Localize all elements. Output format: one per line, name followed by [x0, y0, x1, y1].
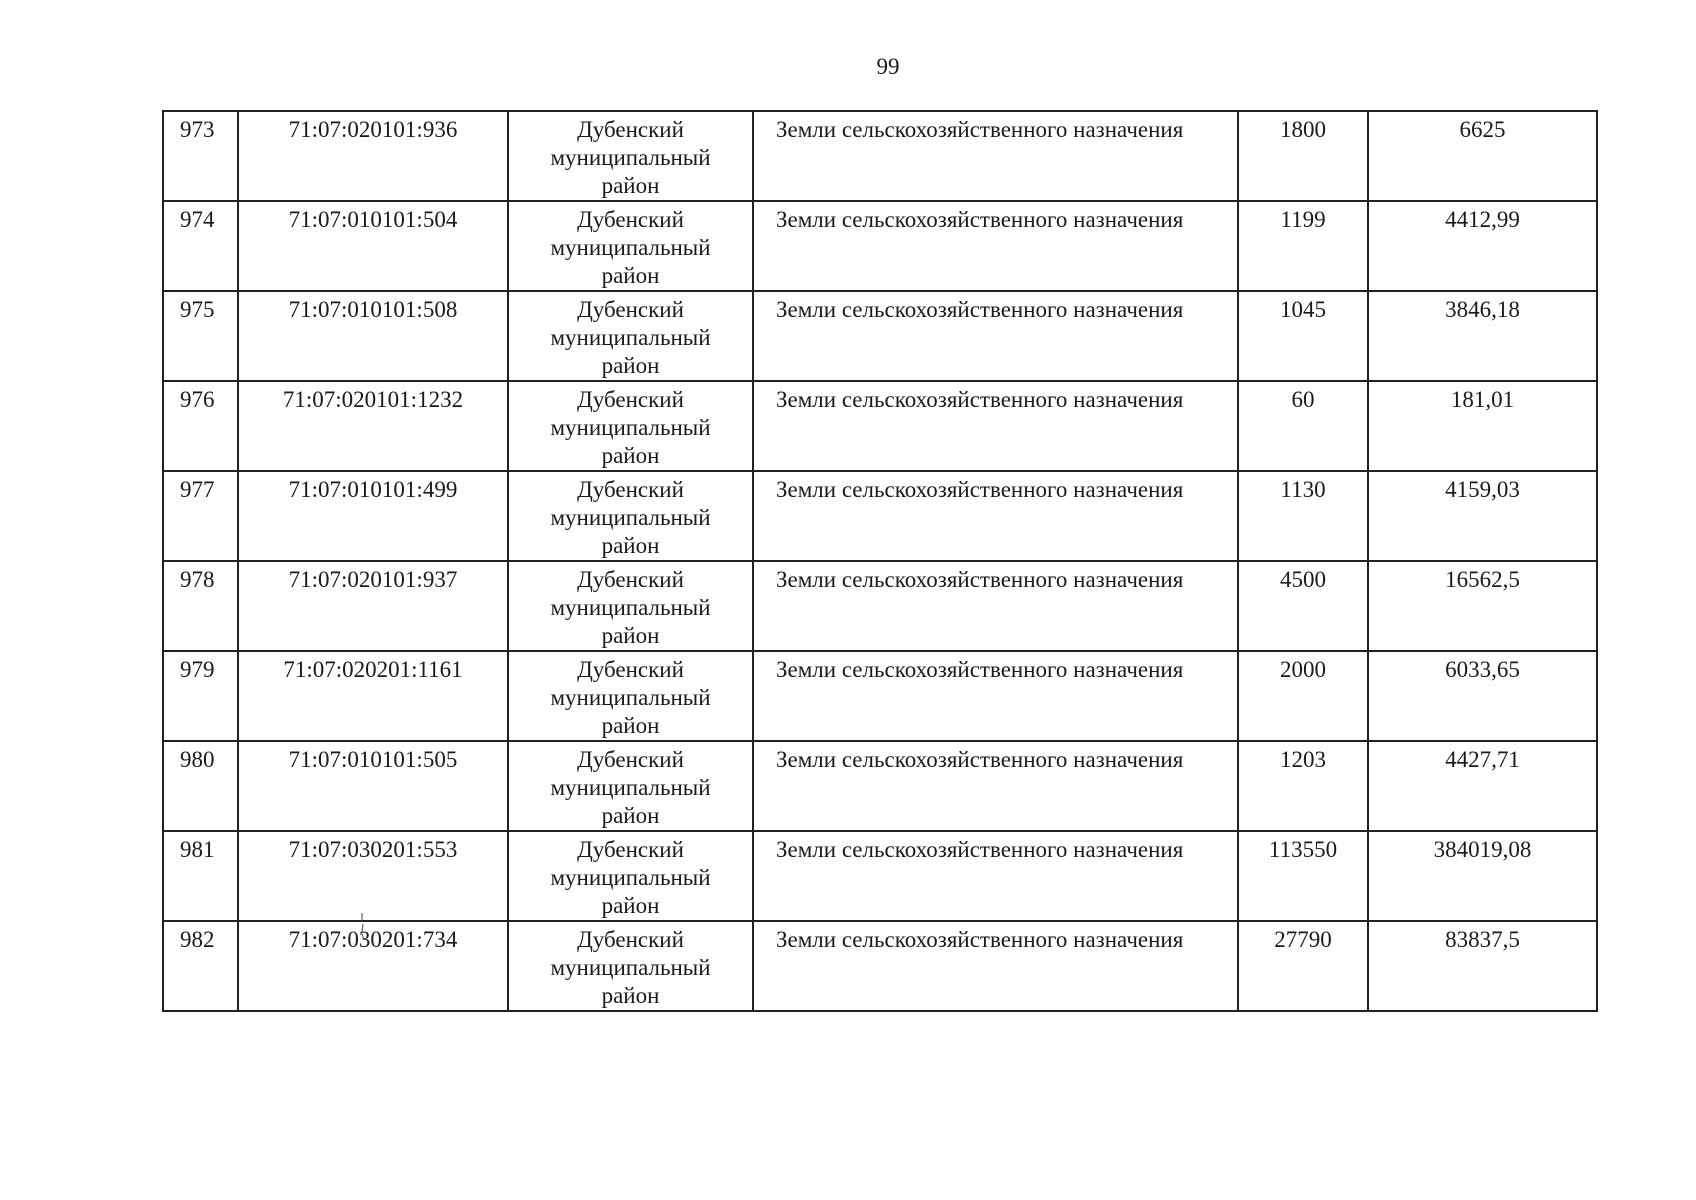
district — [508, 201, 753, 291]
district-line: район — [601, 173, 660, 198]
district-line: район — [601, 263, 660, 288]
cadastral-value: 3846,18 — [1368, 291, 1597, 381]
table-row — [163, 201, 1597, 291]
cadastral-value: 16562,5 — [1368, 561, 1597, 651]
table-row — [163, 651, 1597, 741]
cadastral-number: 71:07:020101:937 — [238, 561, 508, 651]
row-number: 976 — [163, 381, 238, 471]
district-line: муниципальный — [550, 505, 711, 530]
land-category: Земли сельскохозяйственного назначения — [753, 741, 1238, 831]
cadastral-value: 4159,03 — [1368, 471, 1597, 561]
area: 60 — [1238, 381, 1368, 471]
land-category: Земли сельскохозяйственного назначения — [753, 831, 1238, 921]
land-records-table — [162, 110, 1598, 1012]
row-number: 975 — [163, 291, 238, 381]
table-row — [163, 291, 1597, 381]
land-category: Земли сельскохозяйственного назначения — [753, 381, 1238, 471]
cadastral-value: 4427,71 — [1368, 741, 1597, 831]
district-line: район — [601, 893, 660, 918]
area: 1045 — [1238, 291, 1368, 381]
row-number: 973 — [163, 111, 238, 201]
cadastral-value: 384019,08 — [1368, 831, 1597, 921]
row-number: 978 — [163, 561, 238, 651]
land-category: Земли сельскохозяйственного назначения — [753, 111, 1238, 201]
district-line: район — [601, 353, 660, 378]
land-category: Земли сельскохозяйственного назначения — [753, 471, 1238, 561]
row-number: 982 — [163, 921, 238, 1011]
row-number: 977 — [163, 471, 238, 561]
district-line: муниципальный — [550, 685, 711, 710]
district-line: район — [601, 803, 660, 828]
district-line: Дубенский — [577, 747, 684, 772]
district-line: район — [601, 623, 660, 648]
district — [508, 651, 753, 741]
cadastral-number: 71:07:010101:508 — [238, 291, 508, 381]
row-number: 981 — [163, 831, 238, 921]
district-line: муниципальный — [550, 235, 711, 260]
district-line: муниципальный — [550, 955, 711, 980]
table-row — [163, 741, 1597, 831]
district — [508, 111, 753, 201]
district-line: муниципальный — [550, 145, 711, 170]
district-line: муниципальный — [550, 595, 711, 620]
cadastral-value: 6033,65 — [1368, 651, 1597, 741]
district-line: Дубенский — [577, 387, 684, 412]
cadastral-number: 71:07:010101:499 — [238, 471, 508, 561]
row-number: 980 — [163, 741, 238, 831]
area: 2000 — [1238, 651, 1368, 741]
district-line: Дубенский — [577, 657, 684, 682]
cadastral-number: 71:07:020201:1161 — [238, 651, 508, 741]
district-line: Дубенский — [577, 117, 684, 142]
page-number: 99 — [876, 54, 900, 79]
area: 113550 — [1238, 831, 1368, 921]
cadastral-number: 71:07:010101:505 — [238, 741, 508, 831]
land-category: Земли сельскохозяйственного назначения — [753, 291, 1238, 381]
row-number: 974 — [163, 201, 238, 291]
cadastral-value: 4412,99 — [1368, 201, 1597, 291]
table-row — [163, 111, 1597, 201]
district-line: район — [601, 443, 660, 468]
district-line: Дубенский — [577, 927, 684, 952]
land-category: Земли сельскохозяйственного назначения — [753, 561, 1238, 651]
cadastral-value: 6625 — [1368, 111, 1597, 201]
district-line: район — [601, 533, 660, 558]
district-line: Дубенский — [577, 567, 684, 592]
district-line: Дубенский — [577, 837, 684, 862]
district-line: муниципальный — [550, 325, 711, 350]
district-line: район — [601, 713, 660, 738]
land-category: Земли сельскохозяйственного назначения — [753, 201, 1238, 291]
scan-artifact-mark — [360, 912, 366, 942]
cadastral-value: 83837,5 — [1368, 921, 1597, 1011]
land-category: Земли сельскохозяйственного назначения — [753, 651, 1238, 741]
cadastral-number: 71:07:030201:553 — [238, 831, 508, 921]
cadastral-number: 71:07:010101:504 — [238, 201, 508, 291]
table-row — [163, 921, 1597, 1011]
area: 1199 — [1238, 201, 1368, 291]
cadastral-number: 71:07:020101:1232 — [238, 381, 508, 471]
area: 27790 — [1238, 921, 1368, 1011]
district — [508, 741, 753, 831]
district — [508, 381, 753, 471]
district-line: муниципальный — [550, 865, 711, 890]
area: 4500 — [1238, 561, 1368, 651]
district — [508, 291, 753, 381]
district — [508, 831, 753, 921]
district — [508, 561, 753, 651]
district-line: Дубенский — [577, 297, 684, 322]
table-row — [163, 381, 1597, 471]
district-line: муниципальный — [550, 415, 711, 440]
table-body — [163, 111, 1597, 1011]
district-line: Дубенский — [577, 207, 684, 232]
district — [508, 471, 753, 561]
land-category: Земли сельскохозяйственного назначения — [753, 921, 1238, 1011]
district-line: муниципальный — [550, 775, 711, 800]
table-row — [163, 471, 1597, 561]
row-number: 979 — [163, 651, 238, 741]
area: 1203 — [1238, 741, 1368, 831]
district-line: Дубенский — [577, 477, 684, 502]
district — [508, 921, 753, 1011]
area: 1800 — [1238, 111, 1368, 201]
cadastral-value: 181,01 — [1368, 381, 1597, 471]
cadastral-number: 71:07:020101:936 — [238, 111, 508, 201]
area: 1130 — [1238, 471, 1368, 561]
table-row — [163, 561, 1597, 651]
district-line: район — [601, 983, 660, 1008]
cadastral-number: 71:07:030201:734 — [238, 921, 508, 1011]
table-row — [163, 831, 1597, 921]
